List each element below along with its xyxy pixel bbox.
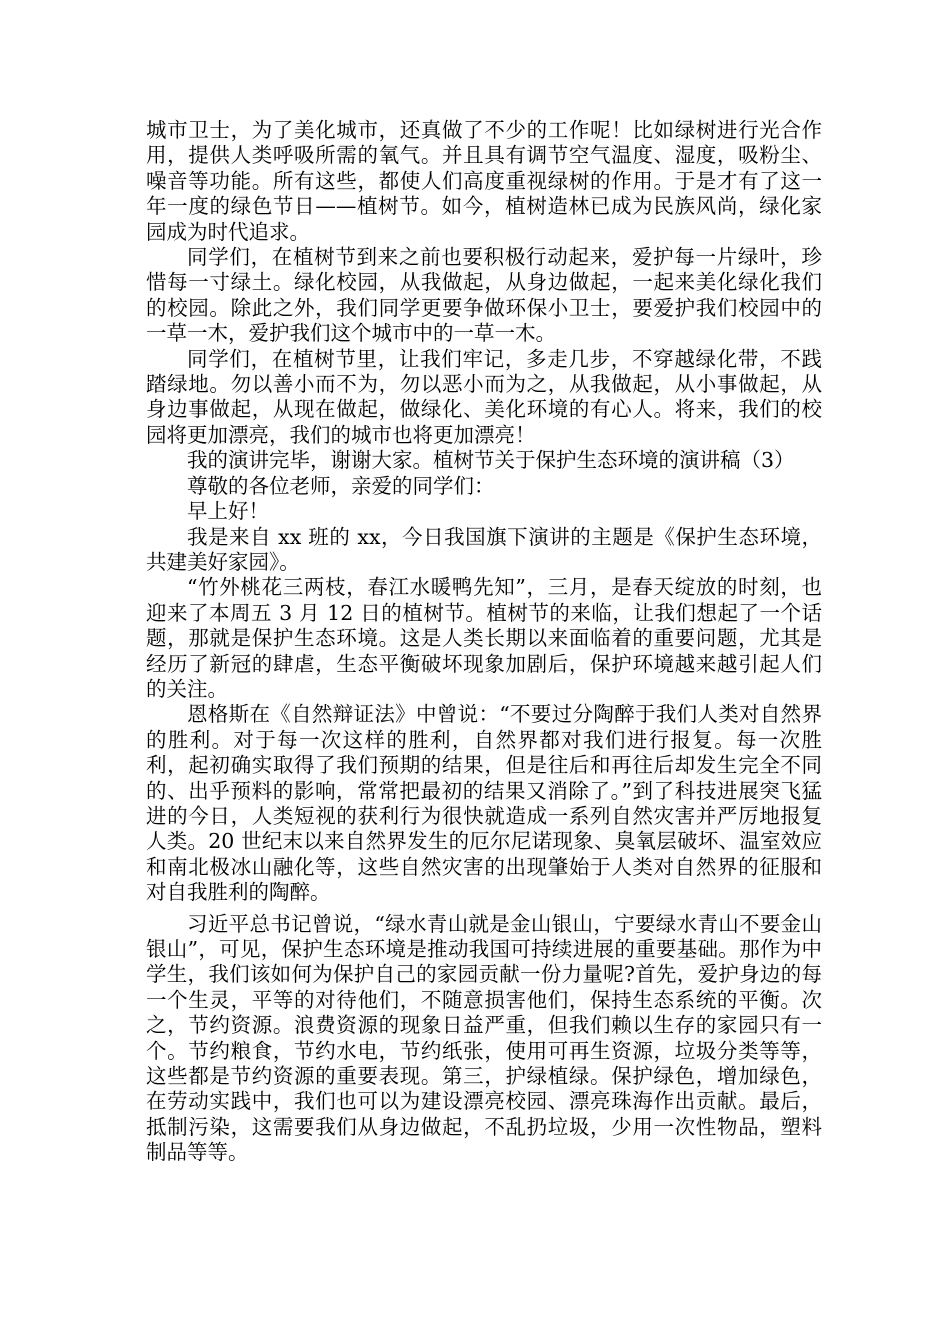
paragraph-continuation: 城市卫士，为了美化城市，还真做了不少的工作呢！比如绿树进行光合作用，提供人类呼吸所需的氧气。并且具有调节空气温度、湿度，吸粉尘、噪音等功能。所有这些，都使人们高度重视绿树的作用。于是才有了这一年一度的绿色节日——植树节。如今，植树造林已成为民族风尚，绿化家园成为时代追求。 xyxy=(146,118,822,244)
paragraph-salutation: 尊敬的各位老师，亲爱的同学们： xyxy=(187,473,495,498)
paragraph: 我是来自 xx 班的 xx，今日我国旗下演讲的主题是《保护生态环境，共建美好家园》。 xyxy=(146,524,822,574)
paragraph: 恩格斯在《自然辩证法》中曾说：“不要过分陶醉于我们人类对自然界的胜利。对于每一次这样的胜利，自然界都对我们进行报复。每一次胜利，起初确实取得了我们预期的结果，但是往后和再往后却发生完全不同的、出乎预料的影响，常常把最初的结果又消除了。”到了科技进展突飞猛进的今日，人类短视的获利行为很快就造成一系列自然灾害并严厉地报复人类。20 世纪末以来自然界发生的厄尔尼诺现象、臭氧层破坏、温室效应和南北极冰山融化等，这些自然灾害的出现肇始于人类对自然界的征服和对自我胜利的陶醉。 xyxy=(146,702,822,905)
paragraph: 习近平总书记曾说，“绿水青山就是金山银山，宁要绿水青山不要金山银山”，可见，保护生态环境是推动我国可持续进展的重要基础。那作为中学生，我们该如何为保护自己的家园贡献一份力量呢?首先，爱护身边的每一个生灵，平等的对待他们，不随意损害他们，保持生态系统的平衡。次之，节约资源。浪费资源的现象日益严重，但我们赖以生存的家园只有一个。节约粮食，节约水电，节约纸张，使用可再生资源，垃圾分类等等，这些都是节约资源的重要表现。第三，护绿植绿。保护绿色，增加绿色，在劳动实践中，我们也可以为建设漂亮校园、漂亮珠海作出贡献。最后，抵制污染，这需要我们从身边做起，不乱扔垃圾，少用一次性物品，塑料制品等等。 xyxy=(146,911,822,1165)
paragraph-greeting: 早上好！ xyxy=(187,499,269,524)
document-body xyxy=(146,118,822,1166)
paragraph: “竹外桃花三两枝，春江水暖鸭先知”，三月，是春天绽放的时刻，也迎来了本周五 3 月 12 日的植树节。植树节的来临，让我们想起了一个话题，那就是保护生态环境。这是人类长期以来面临着的重要问题，尤其是经历了新冠的肆虐，生态平衡破坏现象加剧后，保护环境越来越引起人们的关注。 xyxy=(146,575,822,701)
paragraph-speech-title: 我的演讲完毕，谢谢大家。植树节关于保护生态环境的演讲稿（3） xyxy=(187,448,795,473)
paragraph: 同学们，在植树节到来之前也要积极行动起来，爱护每一片绿叶，珍惜每一寸绿土。绿化校园，从我做起，从身边做起，一起来美化绿化我们的校园。除此之外，我们同学更要争做环保小卫士，要爱护我们校园中的一草一木，爱护我们这个城市中的一草一木。 xyxy=(146,245,822,346)
paragraph: 同学们，在植树节里，让我们牢记，多走几步，不穿越绿化带，不践踏绿地。勿以善小而不为，勿以恶小而为之，从我做起，从小事做起，从身边事做起，从现在做起，做绿化、美化环境的有心人。将来，我们的校园将更加漂亮，我们的城市也将更加漂亮！ xyxy=(146,346,822,447)
